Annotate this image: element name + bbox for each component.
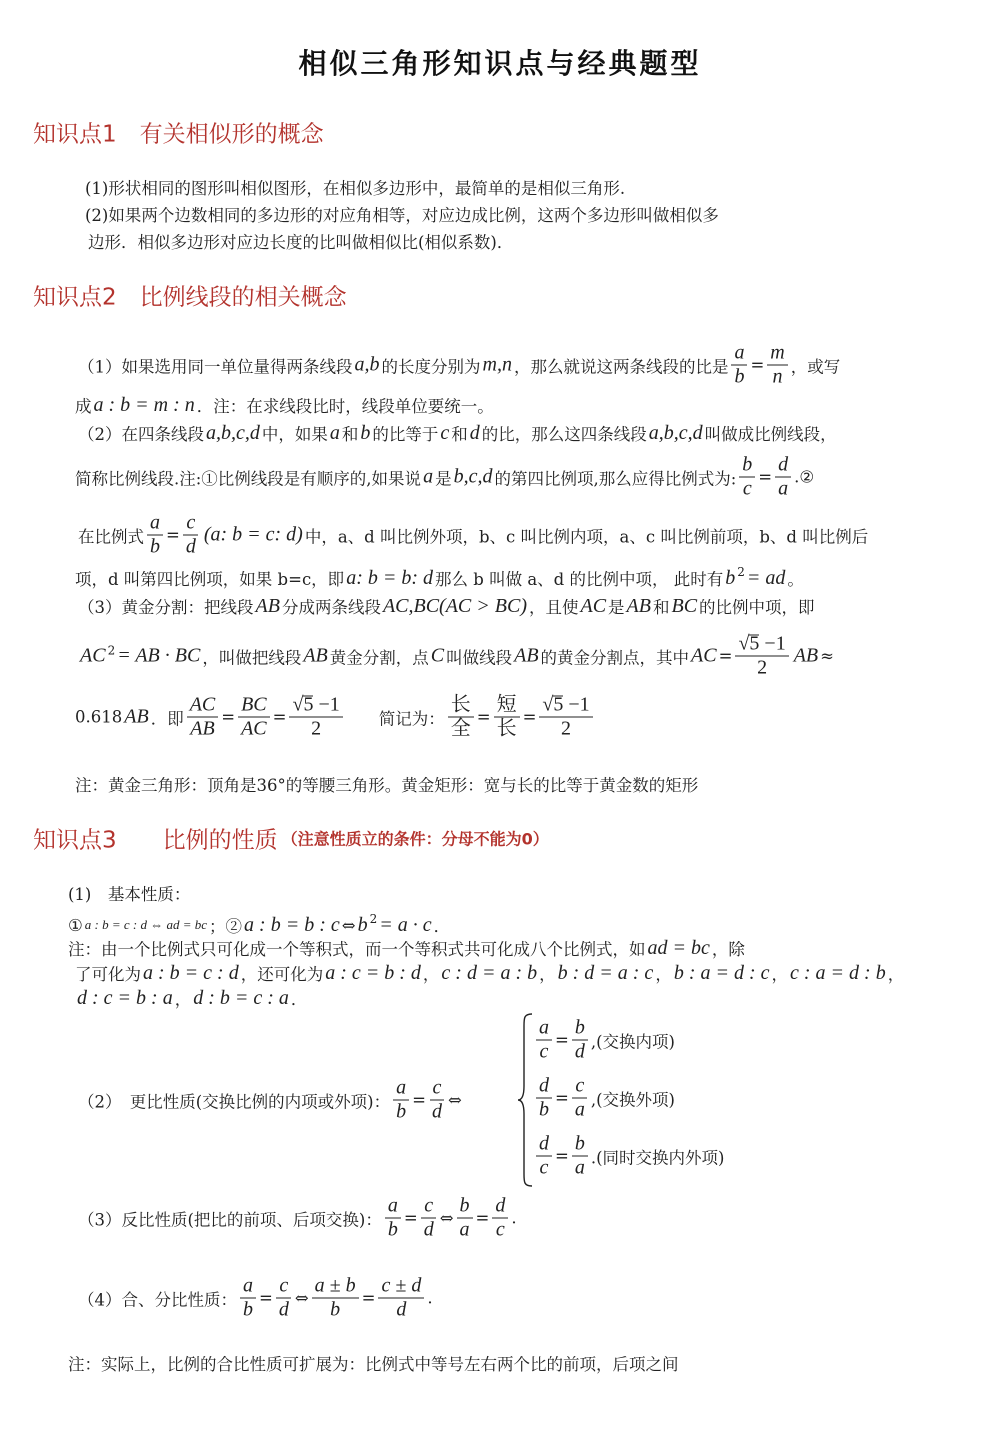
text-run: (2)如果两个边数相同的多边形的对应角相等，对应边成比例，这两个多边形叫做相似多: [85, 206, 719, 225]
text-run: 叫做线段: [446, 648, 513, 667]
fraction-denominator: AC: [241, 717, 267, 740]
math-expression: AB: [514, 644, 539, 667]
text-run: ．注：在求线段比时，线段单位要统一。: [196, 397, 494, 416]
text-run: =: [259, 1288, 273, 1308]
fraction-denominator: d: [396, 1298, 407, 1321]
text-run: =: [718, 646, 733, 666]
text-run: =: [555, 1030, 569, 1050]
fraction-denominator: d: [431, 1100, 442, 1123]
math-expression: a : c = b : d: [325, 961, 421, 984]
math-expression: b: [357, 913, 368, 936]
fraction-denominator: b: [150, 535, 160, 558]
fraction-numerator: a ± b: [312, 1275, 359, 1299]
text-run: 和: [451, 425, 468, 444]
fraction: [731, 342, 747, 389]
fraction: [421, 1195, 437, 1242]
fraction: [448, 694, 474, 741]
text-run: （2）在四条线段: [78, 425, 204, 444]
fraction-numerator: AC: [187, 694, 219, 718]
fraction-numerator: c ± d: [378, 1275, 424, 1299]
math-expression: AC: [80, 644, 106, 667]
text-run: =: [758, 467, 773, 487]
fraction-denominator: 全: [450, 717, 471, 740]
fraction-numerator: c: [183, 512, 198, 536]
fraction-numerator: √5 −1: [289, 694, 342, 718]
fraction: [775, 454, 791, 501]
text-run: =: [272, 707, 287, 727]
math-expression-small: a : b = c : d ⇔ ad = bc: [84, 917, 208, 932]
fraction-denominator: c: [539, 1156, 549, 1179]
text-run: （3）黄金分割：把线段: [78, 598, 254, 617]
math-expression: d : b = c : a: [193, 986, 289, 1009]
text-line: [78, 633, 834, 680]
math-expression: BC: [671, 594, 698, 617]
fraction-numerator: √5 −1: [539, 694, 592, 718]
text-line: [78, 421, 837, 445]
text-run: 和: [652, 598, 670, 617]
text-run: 的比例中项，即: [699, 598, 815, 617]
fraction-denominator: 2: [757, 656, 768, 679]
fraction: [289, 694, 342, 741]
fraction: [457, 1195, 473, 1242]
text-run: ⇔: [294, 1288, 309, 1308]
fraction-denominator: c: [495, 1218, 505, 1241]
fraction-numerator: BC: [238, 694, 270, 718]
math-expression: a : b = c : d: [143, 961, 239, 984]
math-expression: m,n: [482, 353, 512, 376]
fraction-denominator: d: [185, 535, 196, 558]
text-run: =: [750, 355, 765, 375]
text-run: ；②: [209, 917, 243, 936]
math-expression: = AB · BC: [117, 644, 201, 667]
math-expression: C: [430, 644, 445, 667]
math-expression: c : d = a : b: [441, 961, 538, 984]
text-line: [75, 694, 596, 741]
math-expression: b: [360, 421, 371, 444]
text-run: ，: [887, 965, 905, 984]
fraction: [378, 1275, 424, 1322]
text-run: 项，d 叫第四比例项，如果 b=c，即: [75, 570, 345, 589]
fraction-numerator: a: [393, 1077, 409, 1101]
text-run: =: [555, 1088, 569, 1108]
text-run: .: [511, 1208, 517, 1228]
superscript: 2: [369, 912, 378, 926]
text-run: ，那么就说这两条线段的比是: [513, 357, 729, 376]
text-run: 简称比例线段.注:①比例线段是有顺序的,如果说: [75, 469, 422, 488]
fraction: [572, 1133, 588, 1180]
fraction: [147, 512, 163, 559]
fraction-numerator: c: [430, 1077, 445, 1101]
text-run: .(同时交换内外项): [590, 1148, 725, 1167]
text-run: 分成两条线段: [281, 598, 381, 617]
text-run: 注：实际上，比例的合比性质可扩展为：比例式中等号左右两个比的前项，后项之间: [68, 1355, 679, 1374]
math-expression: c : a = d : b: [790, 961, 886, 984]
text-run: .: [427, 1288, 433, 1308]
fraction-numerator: d: [536, 1075, 552, 1099]
text-line: [75, 986, 307, 1010]
text-run: =: [555, 1146, 569, 1166]
fraction-numerator: 短: [494, 694, 520, 718]
fraction-numerator: a: [385, 1195, 401, 1219]
text-run: 注：黄金三角形：顶角是36°的等腰三角形。黄金矩形：宽与长的比等于黄金数的矩形: [75, 776, 699, 795]
fraction: [572, 1075, 588, 1122]
text-line: [78, 1195, 517, 1242]
math-expression: b,c,d: [453, 465, 493, 488]
text-run: ，: [539, 965, 556, 984]
text-run: 简记为：: [345, 709, 445, 728]
fraction-numerator: m: [767, 342, 787, 366]
text-run: （3）反比性质(把比的前项、后项交换)：: [78, 1210, 382, 1229]
fraction: [767, 342, 787, 389]
text-run: (1)形状相同的图形叫相似图形，在相似多边形中，最简单的是相似三角形.: [85, 179, 626, 198]
text-run: =: [522, 707, 537, 727]
math-expression: AB: [303, 644, 328, 667]
text-run: 中，a、d 叫比例外项，b、c 叫比例内项，a、c 叫比例前项，b、d 叫比例后: [304, 527, 869, 546]
fraction: [739, 454, 755, 501]
text-run: ，还可化为: [240, 965, 324, 984]
text-run: 0.618: [75, 707, 123, 727]
text-run: ,(交换外项): [590, 1090, 675, 1109]
text-line: [75, 772, 698, 796]
text-line: [85, 202, 719, 226]
text-line: [78, 594, 815, 618]
math-expression: a : b = b : c: [244, 913, 340, 936]
fraction-denominator: d: [423, 1218, 434, 1241]
math-expression: AC,BC(AC > BC): [382, 594, 527, 617]
math-expression: AB: [124, 705, 149, 728]
fraction-denominator: n: [772, 365, 783, 388]
text-line: [78, 342, 840, 389]
fraction-denominator: a: [574, 1098, 585, 1121]
section-heading-1: [33, 116, 324, 149]
text-line: [533, 1133, 724, 1180]
text-line: [68, 913, 450, 937]
fraction-numerator: a: [536, 1017, 552, 1041]
text-line: [85, 175, 625, 199]
text-run: 知识点1 有关相似形的概念: [33, 121, 324, 148]
text-run: 是: [435, 469, 452, 488]
text-run: ⇔: [447, 1090, 462, 1110]
text-run: 叫做成比例线段，: [704, 425, 837, 444]
superscript: 2: [107, 643, 116, 657]
text-run: ．: [290, 990, 308, 1009]
fraction-numerator: 长: [448, 694, 474, 718]
fraction: [276, 1275, 292, 1322]
fraction: [240, 1275, 256, 1322]
text-run: (1) 基本性质：: [68, 885, 191, 904]
math-expression: AB: [793, 644, 819, 667]
superscript: 2: [737, 565, 745, 579]
text-run: =: [476, 707, 491, 727]
fraction-numerator: a: [240, 1275, 256, 1299]
fraction-denominator: 2: [311, 717, 322, 740]
fraction: [539, 694, 592, 741]
fraction-denominator: c: [742, 477, 752, 500]
fraction: [494, 694, 520, 741]
text-run: ，除: [711, 940, 745, 959]
math-expression: a: [423, 465, 434, 488]
math-expression: b : d = a : c: [557, 961, 654, 984]
math-expression: b : a = d : c: [673, 961, 770, 984]
math-expression: AC: [691, 644, 717, 667]
text-run: ，叫做把线段: [202, 648, 302, 667]
text-run: 的黄金分割点，其中: [540, 648, 690, 667]
fraction-numerator: a: [147, 512, 163, 536]
text-run: .②: [794, 467, 815, 487]
fraction-denominator: b: [387, 1218, 398, 1241]
text-run: 相似三角形知识点与经典题型: [298, 47, 702, 80]
math-expression: d: [469, 421, 480, 444]
page-title: [0, 42, 1000, 82]
text-run: ，且使: [528, 598, 579, 617]
fraction: [429, 1077, 445, 1124]
text-line: [78, 1077, 462, 1124]
fraction: [536, 1075, 552, 1122]
math-expression: a : b = m : n: [93, 393, 195, 416]
math-expression: d : c = b : a: [77, 986, 173, 1009]
text-run: =: [361, 1288, 376, 1308]
fraction-numerator: b: [572, 1017, 588, 1041]
text-run: ，: [422, 965, 440, 984]
text-run: =: [475, 1208, 490, 1228]
math-expression: AB: [255, 594, 280, 617]
fraction-denominator: a: [574, 1156, 585, 1179]
math-expression: AB: [626, 594, 651, 617]
text-run: （2） 更比性质(交换比例的内项或外项)：: [78, 1092, 391, 1111]
math-expression: a,b: [354, 353, 380, 376]
text-run: 是: [608, 598, 625, 617]
fraction: [183, 512, 199, 559]
math-expression: ad = bc: [647, 936, 710, 959]
text-run: ⇔: [439, 1208, 454, 1228]
text-run: ≈: [820, 646, 834, 666]
fraction-denominator: b: [396, 1100, 407, 1123]
text-line: [75, 393, 494, 417]
fraction-denominator: d: [278, 1298, 289, 1321]
fraction-numerator: b: [572, 1133, 588, 1157]
fraction-denominator: b: [539, 1098, 549, 1121]
fraction: [238, 694, 270, 741]
text-run: 中，如果: [261, 425, 328, 444]
fraction-denominator: c: [539, 1040, 549, 1063]
fraction: [536, 1133, 552, 1180]
text-run: 成: [75, 397, 92, 416]
text-run: 和: [341, 425, 359, 444]
fraction: [187, 694, 219, 741]
fraction-numerator: b: [739, 454, 755, 478]
text-line: [68, 1351, 679, 1375]
text-run: 知识点2 比例线段的相关概念: [33, 284, 347, 311]
text-run: 的第四比例项,那么应得比例式为:: [494, 469, 737, 488]
text-run: 的长度分别为: [381, 357, 481, 376]
text-run: （1）如果选用同一单位量得两条线段: [78, 357, 353, 376]
text-run: ，: [771, 965, 789, 984]
math-expression: a,b,c,d: [648, 421, 703, 444]
left-brace-symbol: [516, 1012, 536, 1188]
text-line: [68, 936, 745, 960]
fraction-numerator: d: [492, 1195, 508, 1219]
math-expression: AC: [580, 594, 607, 617]
math-expression: (a: b = c: d): [203, 523, 303, 546]
text-run: =: [403, 1208, 418, 1228]
text-run: ．即: [150, 709, 184, 728]
text-line: [75, 566, 804, 590]
text-line: [533, 1017, 675, 1064]
math-expression: a: [329, 421, 340, 444]
fraction: [572, 1017, 588, 1064]
fraction-denominator: a: [459, 1218, 470, 1241]
text-run: ，或写: [790, 357, 841, 376]
text-run: 。: [787, 570, 804, 589]
fraction: [385, 1195, 401, 1242]
text-line: [78, 1275, 433, 1322]
text-run: 在比例式: [78, 527, 144, 546]
fraction-numerator: c: [572, 1075, 587, 1099]
fraction-denominator: b: [243, 1298, 253, 1321]
text-run: =: [412, 1090, 426, 1110]
text-run: ，: [174, 990, 192, 1009]
text-run: 了可化为: [75, 965, 141, 984]
text-line: [88, 229, 513, 253]
text-run: ．: [433, 917, 451, 936]
text-run: 黄金分割，点: [329, 648, 429, 667]
fraction-numerator: c: [276, 1275, 291, 1299]
text-run: ⇔: [341, 915, 356, 935]
math-expression: = ad: [746, 566, 786, 589]
fraction-numerator: d: [536, 1133, 552, 1157]
text-run: 的比等于: [372, 425, 439, 444]
text-run: =: [221, 707, 236, 727]
math-expression: = a · c: [379, 913, 432, 936]
math-expression: a,b,c,d: [206, 421, 260, 444]
text-line: [75, 454, 814, 501]
fraction-numerator: c: [421, 1195, 436, 1219]
fraction: [536, 1017, 552, 1064]
text-run: ，: [655, 965, 672, 984]
fraction-numerator: √5 −1: [735, 633, 788, 657]
text-run: 注：由一个比例式只可化成一个等积式，而一个等积式共可化成八个比例式，如: [68, 940, 646, 959]
math-expression: a: b = b: d: [346, 566, 434, 589]
text-line: [533, 1075, 675, 1122]
text-run: 边形．相似多边形对应边长度的比叫做相似比(相似系数)．: [88, 233, 514, 252]
math-expression: c: [440, 421, 450, 444]
fraction-numerator: b: [457, 1195, 473, 1219]
text-line: [75, 961, 904, 985]
section-heading-3: [33, 822, 549, 855]
fraction-denominator: b: [330, 1298, 341, 1321]
fraction-denominator: d: [574, 1040, 585, 1063]
fraction-denominator: 2: [561, 717, 572, 740]
text-run: =: [166, 525, 180, 545]
fraction: [735, 633, 788, 680]
fraction: [492, 1195, 508, 1242]
fraction: [393, 1077, 409, 1124]
text-run: ,(交换内项): [590, 1032, 675, 1051]
math-expression: b: [725, 566, 736, 589]
fraction-denominator: AB: [190, 717, 215, 740]
text-run: （4）合、分比性质：: [78, 1290, 237, 1309]
heading-note: （注意性质立的条件：分母不能为0）: [281, 829, 549, 849]
text-run: 知识点3 比例的性质: [33, 827, 278, 854]
fraction-numerator: d: [775, 454, 791, 478]
text-line: [68, 881, 190, 905]
fraction: [312, 1275, 359, 1322]
text-run: 那么 b 叫做 a、d 的比例中项， 此时有: [435, 570, 724, 589]
fraction-denominator: b: [734, 365, 745, 388]
text-run: ①: [68, 915, 83, 935]
fraction-numerator: a: [731, 342, 747, 366]
text-line: [78, 512, 868, 559]
fraction-denominator: 长: [496, 717, 517, 740]
section-heading-2: [33, 279, 347, 312]
text-run: 的比，那么这四条线段: [481, 425, 647, 444]
fraction-denominator: a: [778, 477, 789, 500]
